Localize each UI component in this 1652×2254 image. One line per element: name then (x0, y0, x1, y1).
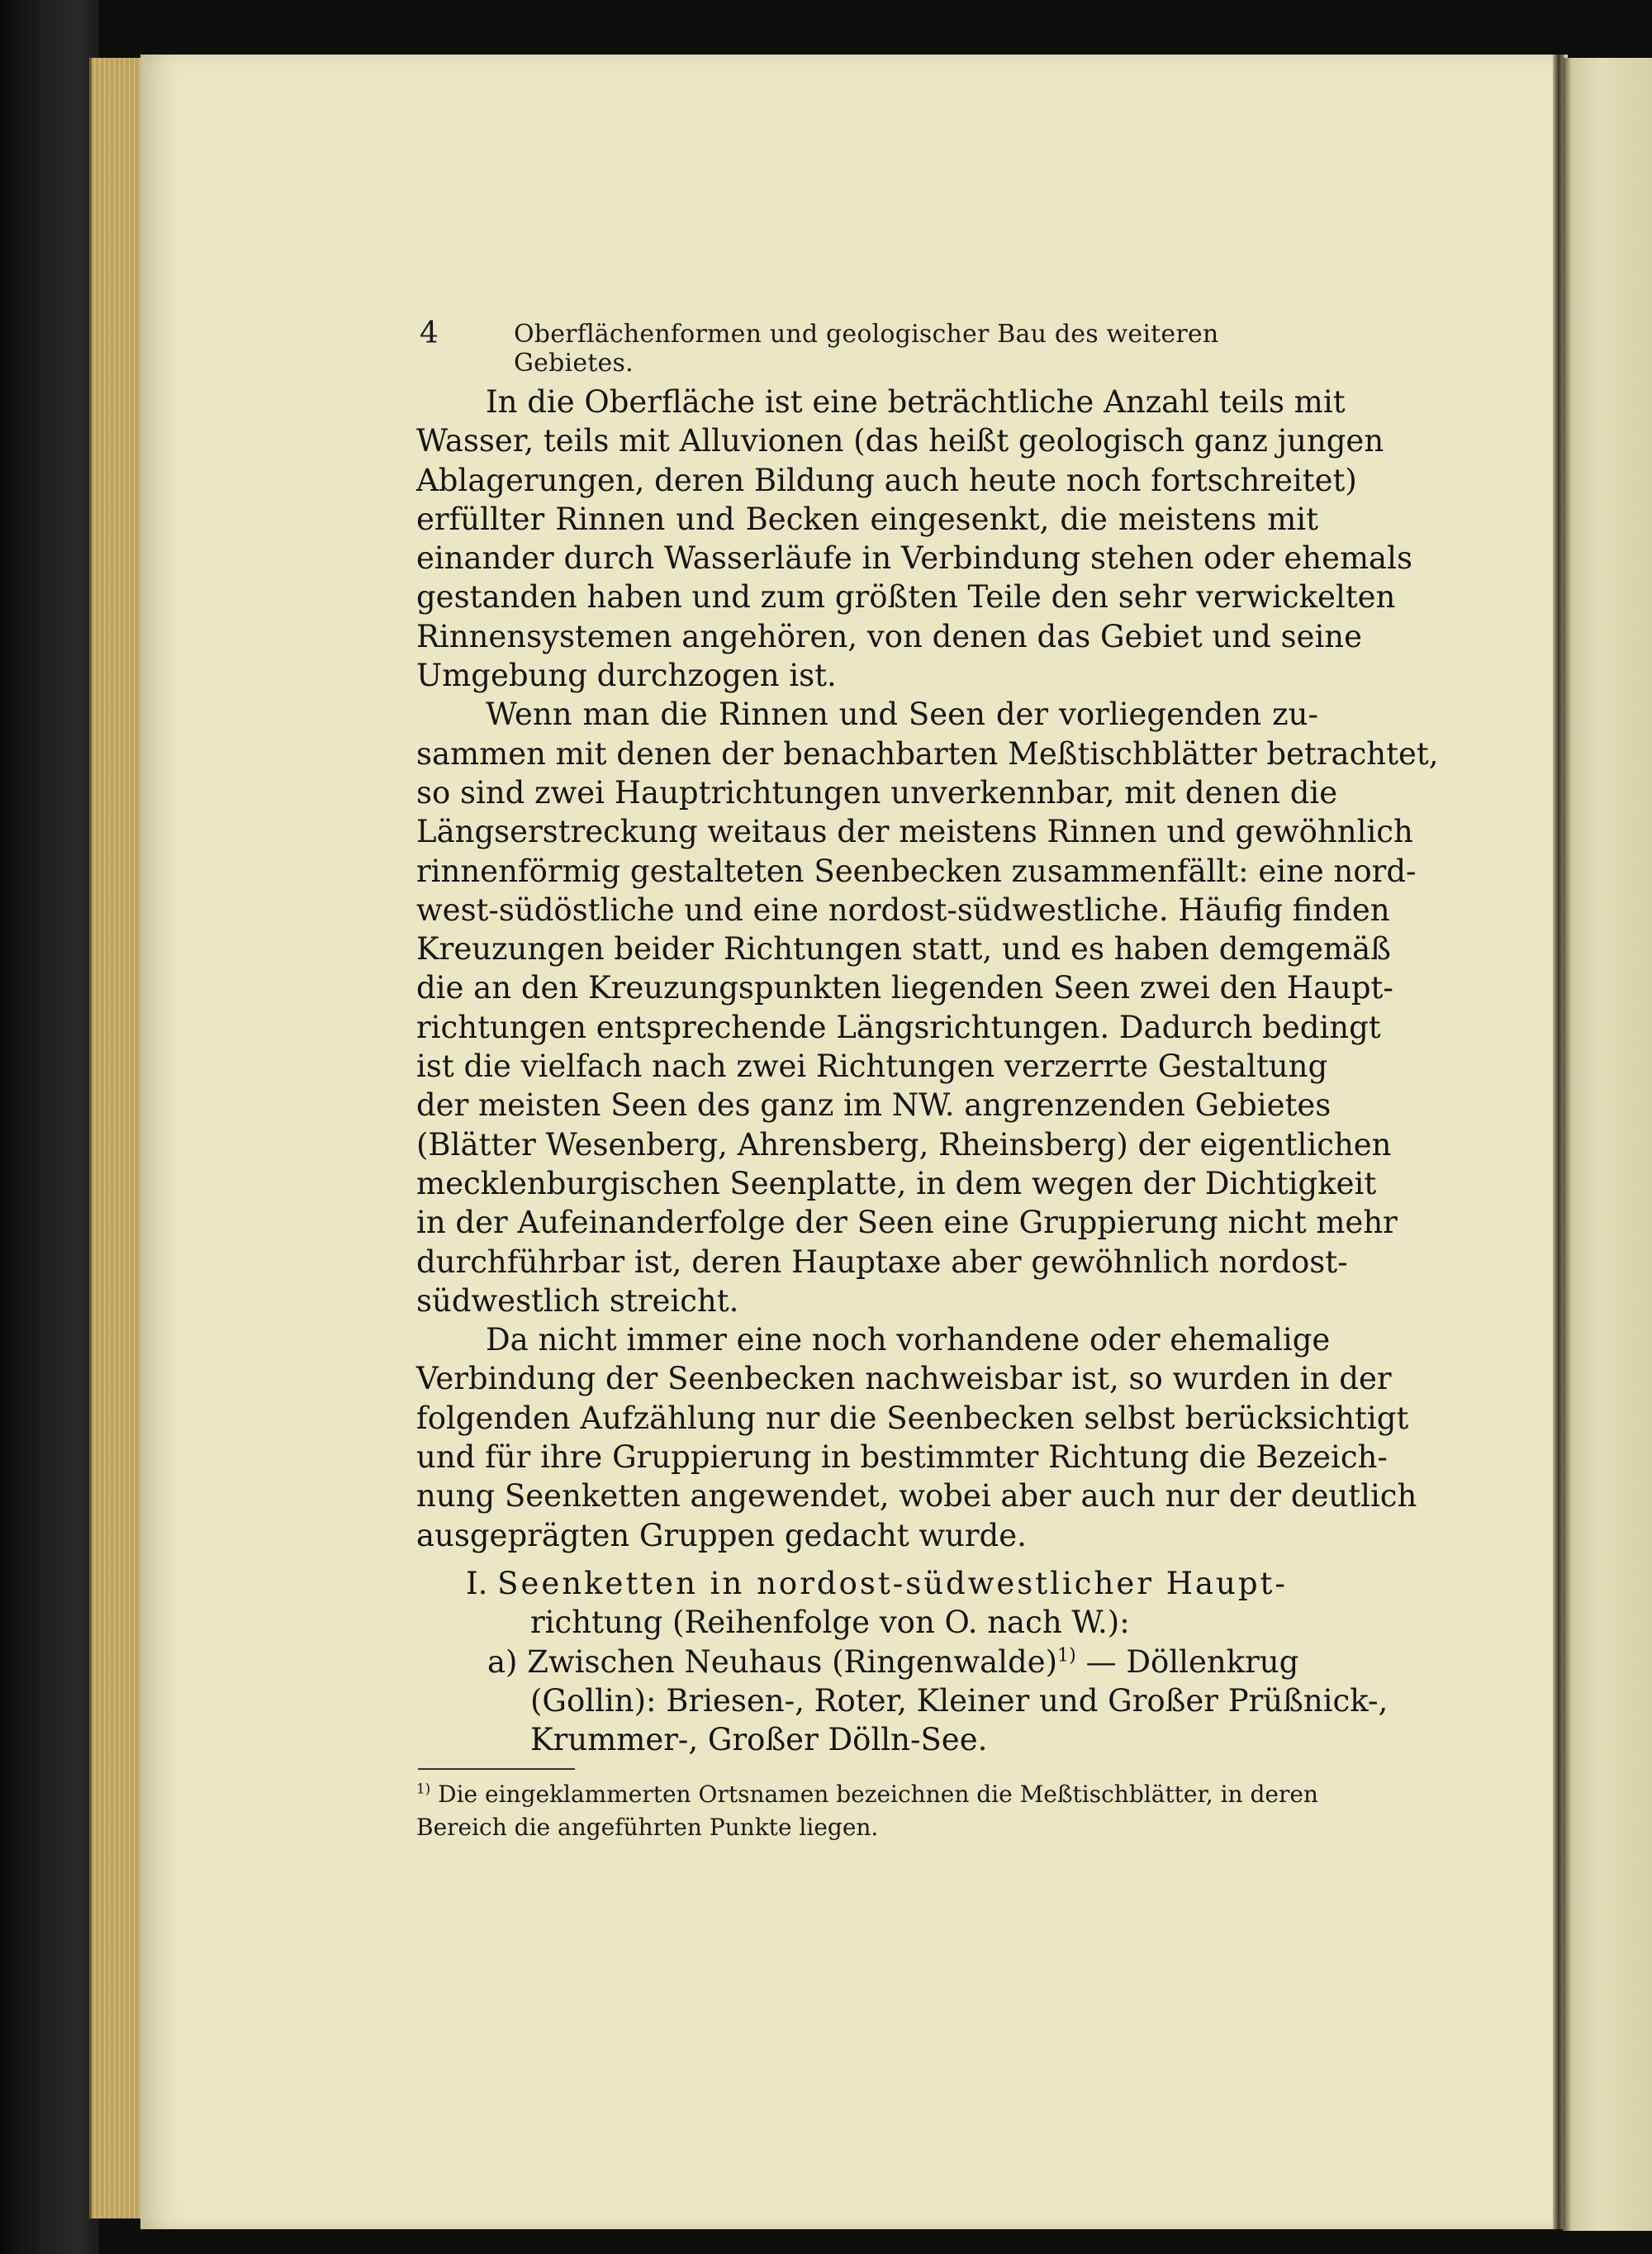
running-title: Oberflächenformen und geologischer Bau des weiteren Gebietes. (514, 320, 1219, 378)
sub-item-text-end: — Döllenkrug (1075, 1643, 1299, 1680)
paragraph-line: durchführbar ist, deren Hauptaxe aber gewöhnlich nordost- (416, 1244, 1348, 1280)
list-heading-continuation: richtung (Reihenfolge von O. nach W.): (530, 1605, 1130, 1641)
paragraph-line: Ablagerungen, deren Bildung auch heute noch fortschreitet) (416, 462, 1357, 498)
paragraph-line: Rinnensystemen angehören, von denen das Gebiet und seine (416, 618, 1363, 654)
sub-item-a-line-2: (Gollin): Briesen-, Roter, Kleiner und Großer Prüßnick-, (530, 1682, 1389, 1719)
footnote-reference: 1) (1057, 1644, 1076, 1667)
footnote (416, 1778, 1318, 1844)
list-item-heading (416, 1564, 1318, 1603)
sub-item-a (416, 1643, 1318, 1681)
paragraph-line: mecklenburgischen Seenplatte, in dem wegen der Dichtigkeit (416, 1165, 1377, 1201)
paragraph-line: sammen mit denen der benachbarten Meßtischblätter betrachtet, (416, 735, 1439, 772)
paragraph-line: Wasser, teils mit Alluvionen (das heißt geologisch ganz jungen (416, 423, 1384, 459)
paragraph-line: rinnenförmig gestalteten Seenbecken zusammenfällt: eine nord- (416, 853, 1417, 889)
paragraph-line: richtungen entsprechende Längsrichtungen. Dadurch bedingt (416, 1009, 1381, 1045)
paragraph-line: Wenn man die Rinnen und Seen der vorliegenden zu- (486, 697, 1318, 733)
book-cover-edge (0, 0, 99, 2254)
paragraph-line: ausgeprägten Gruppen gedacht wurde. (416, 1517, 1027, 1553)
paragraph-line: (Blätter Wesenberg, Ahrensberg, Rheinsberg) der eigentlichen (416, 1126, 1392, 1163)
paragraph-line: ist die vielfach nach zwei Richtungen verzerrte Gestaltung (416, 1049, 1328, 1085)
sub-item-label: a) (487, 1643, 518, 1680)
paragraph-line: west-südöstliche und eine nordost-südwestliche. Häufig finden (416, 892, 1390, 928)
paragraph-line: und für ihre Gruppierung in bestimmter Richtung die Bezeich- (416, 1439, 1388, 1476)
footnote-rule (418, 1768, 575, 1770)
lake-chain-list (416, 1564, 1389, 1759)
paragraph-line: folgenden Aufzählung nur die Seenbecken selbst berücksichtigt (416, 1400, 1409, 1436)
paragraph-line: nung Seenketten angewendet, wobei aber auch nur der deutlich (416, 1478, 1417, 1515)
paragraph-line: Kreuzungen beider Richtungen statt, und es haben demgemäß (416, 931, 1391, 968)
facing-page-sliver (1563, 58, 1652, 2231)
running-head (420, 316, 1328, 378)
paragraph-line: gestanden haben und zum größten Teile den sehr verwickelten (416, 579, 1396, 616)
paragraph-2 (416, 695, 1439, 1320)
paragraph-line: südwestlich streicht. (416, 1282, 739, 1319)
paragraph-line: einander durch Wasserläufe in Verbindung stehen oder ehemals (416, 540, 1412, 577)
paragraph-1 (416, 383, 1412, 695)
sub-item-text: Zwischen Neuhaus (Ringenwalde) (527, 1643, 1058, 1680)
paragraph-3 (416, 1320, 1417, 1555)
paragraph-line: so sind zwei Hauptrichtungen unverkennbar, mit denen die (416, 774, 1338, 811)
body-text (416, 383, 1439, 1555)
paragraph-line: in der Aufeinanderfolge der Seen eine Gruppierung nicht mehr (416, 1205, 1398, 1241)
paragraph-line: Da nicht immer eine noch vorhandene oder ehemalige (486, 1322, 1331, 1358)
paragraph-line: Längserstreckung weitaus der meistens Rinnen und gewöhnlich (416, 814, 1413, 850)
paragraph-line: In die Oberfläche ist eine beträchtliche Anzahl teils mit (486, 384, 1346, 420)
footnote-text: Die eingeklammerten Ortsnamen bezeichnen die Meßtischblätter, in deren Bereich die angeführten Punkte liegen. (416, 1781, 1318, 1841)
list-heading-text: Seenketten in nordost-südwestlicher Haupt- (497, 1566, 1288, 1601)
paragraph-line: erfüllter Rinnen und Becken eingesenkt, die meistens mit (416, 501, 1318, 537)
paragraph-line: Umgebung durchzogen ist. (416, 658, 837, 694)
paragraph-line: die an den Kreuzungspunkten liegenden Seen zwei den Haupt- (416, 970, 1393, 1006)
sub-item-a-line-3: Krummer-, Großer Dölln-See. (530, 1722, 988, 1758)
list-numeral: I. (466, 1566, 488, 1601)
footnote-mark: 1) (416, 1780, 431, 1797)
paragraph-line: Verbindung der Seenbecken nachweisbar ist, so wurden in der (416, 1361, 1392, 1397)
page-number: 4 (420, 316, 439, 350)
paragraph-line: der meisten Seen des ganz im NW. angrenzenden Gebietes (416, 1087, 1332, 1124)
